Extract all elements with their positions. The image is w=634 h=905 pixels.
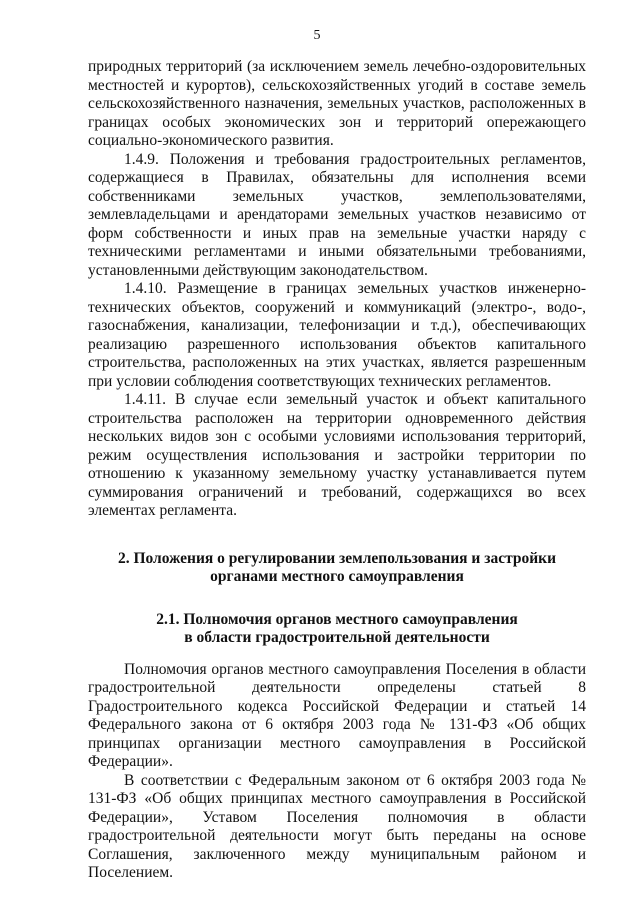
document-body (88, 58, 586, 883)
spacer (88, 587, 586, 611)
paragraph-continuation: природных территорий (за исключением земель лечебно-оздоровительных местностей и курортов), сельскохозяйственных угодий в составе земель сельскохозяйственного назначения, земельных участков, расположенных в границах особых экономических зон и территорий опережающего социально-экономического развития. (88, 58, 586, 149)
section-2-heading-line-1: 2. Положения о регулировании землепользования и застройки (117, 549, 557, 567)
section-2-1-heading-line-1: 2.1. Полномочия органов местного самоуправления (156, 610, 518, 628)
spacer (88, 521, 586, 550)
paragraph-1-4-11: 1.4.11. В случае если земельный участок и объект капитального строительства расположен на территории одновременного действия нескольких видов зон с особыми условиями использования территорий, режим осуществления использования и застройки территории по отношению к указанному земельному участку устанавливается путем суммирования ограничений и требований, содержащихся во всех элементах регламента. (88, 391, 586, 519)
paragraph-1-4-9: 1.4.9. Положения и требования градостроительных регламентов, содержащиеся в Правилах, обязательны для исполнения всеми собственниками земельных участков, землепользователями, землевладельцами и арендаторами земельных участков независимо от форм собственности и иных прав на земельные участки наряду с техническими регламентами и иными обязательными требованиями, установленными действующим законодательством. (88, 150, 586, 279)
paragraph-transfer: В соответствии с Федеральным законом от 6 октября 2003 года № 131-ФЗ «Об общих принципах местного самоуправления в Российской Федерации», Уставом Поселения полномочия в области градостроительной деятельности могут быть переданы на основе Соглашения, заключенного между муниципальным районом и Поселением. (88, 771, 586, 881)
section-2-1-heading-line-2: в области градостроительной деятельности (184, 629, 490, 646)
paragraph-powers: Полномочия органов местного самоуправления Поселения в области градостроительной деятельности определены статьей 8 Градостроительного кодекса Российской Федерации и статьей 14 Федерального закона от 6 октября 2003 года № 131-ФЗ «Об общих принципах организации местного самоуправления в Российской Федерации». (88, 660, 586, 770)
paragraph-1-4-10: 1.4.10. Размещение в границах земельных участков инженерно-технических объектов, сооружений и коммуникаций (электро-, водо-, газоснабжения, канализации, телефонизации и т.д.), обеспечивающих реализацию разрешенного использования объектов капитального строительства, расположенных на этих участках, является разрешенным при условии соблюдения соответствующих технических регламентов. (88, 280, 586, 390)
section-2-heading-line-2: органами местного самоуправления (210, 568, 464, 585)
page-number: 5 (313, 28, 321, 43)
spacer (88, 648, 586, 661)
